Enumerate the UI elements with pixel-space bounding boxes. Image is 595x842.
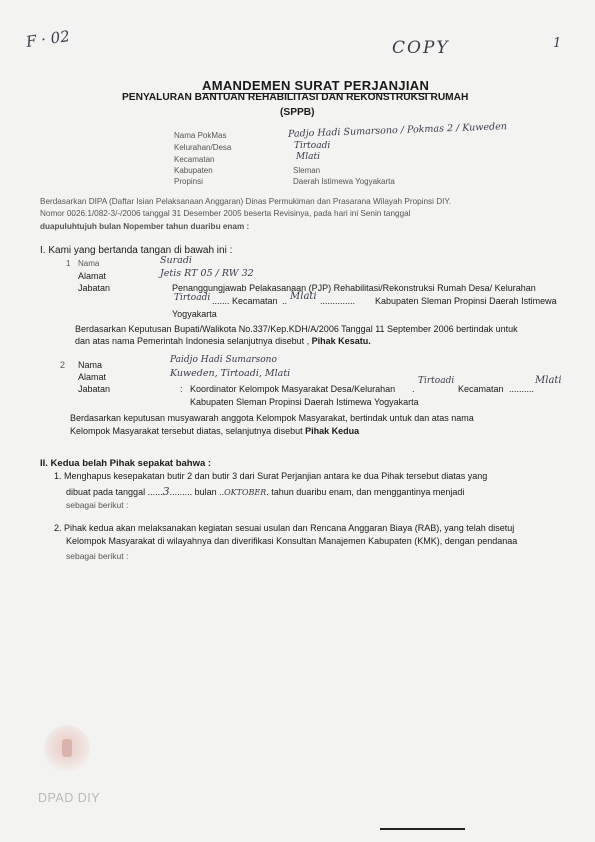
party-1-desa-value: Tirtoadi [174, 293, 211, 303]
party-2-colon: : [180, 384, 183, 394]
party-1-nama-value: Suradi [160, 255, 192, 266]
info-value-pokmas: Padjo Hadi Sumarsono / Pokmas 2 / Kuweden [287, 121, 508, 140]
handwritten-file-mark: F · 02 [24, 27, 71, 51]
item-2-line-1: 2. Pihak kedua akan melaksanakan kegiatan sesuai usulan dan Rencana Anggaran Biaya (RAB), yang telah disetuj [54, 523, 515, 533]
item-1-line-1: 1. Menghapus kesepakatan butir 2 dan butir 3 dari Surat Perjanjian antara ke dua Pihak tersebut diatas yang [54, 471, 488, 481]
party-1-designation: Pihak Kesatu. [311, 336, 371, 346]
intro-line-1: Berdasarkan DIPA (Daftar Isian Pelaksanaan Anggaran) Dinas Permukiman dan Prasarana Wilayah Propinsi DIY. [40, 197, 452, 206]
party-2-number: 2 [60, 360, 66, 370]
item-1-text-a: dibuat pada tanggal ...... [66, 487, 163, 497]
party-2-basis-line-2 [70, 426, 359, 436]
intro-line-2: Nomor 0026.1/082-3/-/2006 tanggal 31 Desember 2005 beserta Revisinya, pada hari ini Senin tanggal [40, 209, 411, 218]
party-1-jabatan-text: Penanggungjawab Pelakasanaan (PJP) Rehabilitasi/Rekonstruksi Rumah Desa/ Kelurahan [172, 283, 536, 293]
party-2-basis-text: Kelompok Masyarakat tersebut diatas, selanjutnya disebut [70, 426, 303, 436]
item-1-text-b: ......... bulan .. [169, 487, 225, 497]
party-1-alamat-label: Alamat [78, 271, 107, 281]
party-2-designation: Pihak Kedua [305, 426, 360, 436]
section-1-heading: I. Kami yang bertanda tangan di bawah ini : [40, 245, 233, 256]
party-1-kecamatan-label: Kecamatan [232, 296, 278, 306]
document-code: (SPPB) [280, 107, 315, 118]
party-1-dots-2: .. [282, 296, 288, 306]
party-1-dots-3: .............. [320, 296, 356, 306]
info-label-propinsi: Propinsi [174, 177, 203, 186]
item-1-day-value: 3 [162, 485, 170, 498]
party-2-nama-value: Paidjo Hadi Sumarsono [170, 355, 277, 365]
party-2-kecamatan-label: Kecamatan [458, 384, 504, 394]
party-2-desa-value: Tirtoadi [418, 376, 455, 386]
party-1-jabatan-label: Jabatan [78, 283, 111, 293]
party-1-nama-label: Nama [78, 259, 100, 268]
info-value-kecamatan: Mlati [296, 152, 320, 162]
dpad-watermark: DPAD DIY [38, 791, 101, 805]
dpad-seal-logo [44, 725, 90, 773]
section-2-heading: II. Kedua belah Pihak sepakat bahwa : [40, 458, 212, 469]
item-1-text-c: . tahun duaribu enam, dan menggantinya menjadi [266, 487, 465, 497]
party-2-jabatan-label: Jabatan [78, 384, 111, 394]
info-value-propinsi: Daerah Istimewa Yogyakarta [293, 177, 395, 186]
info-value-desa: Tirtoadi [294, 141, 331, 151]
party-1-basis-text: dan atas nama Pemerintah Indonesia selanjutnya disebut , [75, 336, 310, 346]
info-value-kabupaten: Sleman [293, 166, 321, 175]
party-2-alamat-value: Kuweden, Tirtoadi, Mlati [170, 368, 291, 379]
item-1-line-3: sebagai berikut : [66, 500, 129, 510]
info-label-desa: Kelurahan/Desa [174, 143, 232, 152]
party-2-alamat-label: Alamat [78, 372, 107, 382]
party-1-basis-line-2 [75, 336, 371, 346]
handwritten-copy-mark: COPY [392, 38, 450, 58]
party-1-alamat-value: Jetis RT 05 / RW 32 [160, 268, 254, 279]
document-title: AMANDEMEN SURAT PERJANJIAN [202, 78, 430, 93]
info-label-kabupaten: Kabupaten [174, 166, 213, 175]
party-1-basis-line-1: Berdasarkan Keputusan Bupati/Walikota No.337/Kep.KDH/A/2006 Tanggal 11 September 2006 bertindak untuk [75, 324, 518, 334]
party-2-dots-1: . [412, 384, 415, 394]
party-2-basis-line-1: Berdasarkan keputusan musyawarah anggota Kelompok Masyarakat, bertindak untuk dan atas nama [70, 413, 474, 423]
item-1-line-2 [66, 485, 464, 498]
party-2-kecamatan-value: Mlati [535, 375, 562, 386]
party-2-dots-2: .......... [509, 384, 535, 394]
item-2-line-3: sebagai berikut : [66, 551, 129, 561]
party-1-kabupaten-text: Kabupaten Sleman Propinsi Daerah Istimewa [375, 296, 557, 306]
item-2-line-2: Kelompok Masyarakat di wilayahnya dan diverifikasi Konsultan Manajemen Kabupaten (KMK), dengan pendanaa [66, 536, 518, 546]
party-1-kecamatan-value: Mlati [290, 291, 317, 302]
party-2-nama-label: Nama [78, 360, 103, 370]
party-1-number: 1 [66, 259, 71, 268]
footer-rule [380, 828, 465, 830]
handwritten-page-mark: 1 [553, 36, 562, 51]
info-label-kecamatan: Kecamatan [174, 155, 215, 164]
intro-line-3: duapuluhtujuh bulan Nopember tahun duaribu enam : [40, 222, 250, 231]
party-2-jabatan-text: Koordinator Kelompok Masyarakat Desa/Kelurahan [190, 384, 396, 394]
party-1-dots-1: ....... [212, 296, 230, 306]
party-1-yogyakarta: Yogyakarta [172, 309, 217, 319]
info-label-pokmas: Nama PokMas [174, 131, 227, 140]
document-subtitle: PENYALURAN BANTUAN REHABILITASI DAN REKONSTRUKSI RUMAH [122, 92, 469, 103]
party-2-kabupaten-text: Kabupaten Sleman Propinsi Daerah Istimewa Yogyakarta [190, 397, 419, 407]
item-1-month-value: OKTOBER [224, 488, 267, 497]
